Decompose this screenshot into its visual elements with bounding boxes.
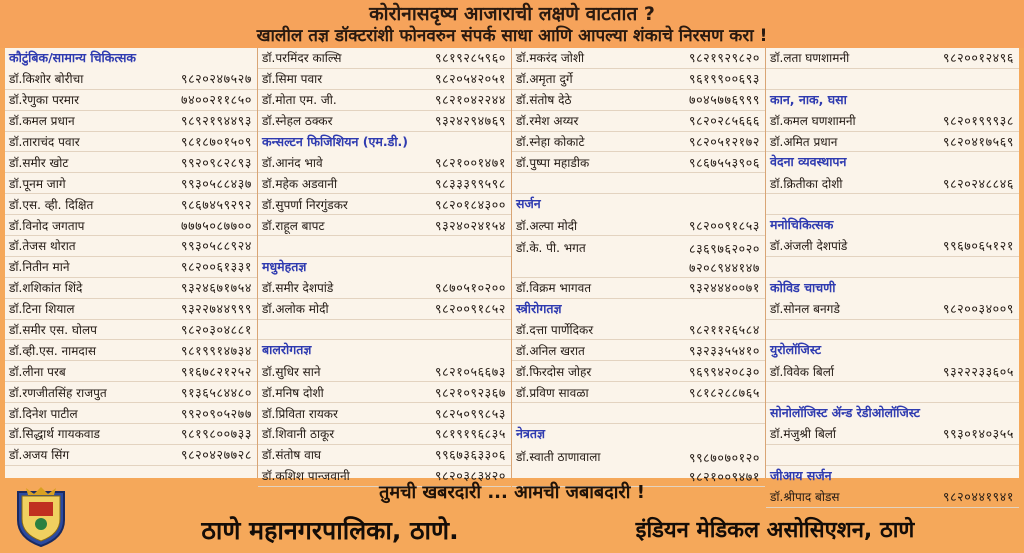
doctor-row: [258, 152, 511, 173]
doctor-phone: ९८२००३४००९: [942, 301, 1014, 317]
doctor-row: [512, 382, 765, 403]
doctor-phone: ९९३०१४०३५५: [942, 426, 1014, 442]
doctor-phone: ९३२२७४४९९९: [180, 301, 252, 317]
spacer: [766, 194, 1019, 215]
doctor-name: डॉ.सोनल बनगडे: [770, 302, 840, 317]
doctor-name: डॉ.व्ही.एस. नामदास: [9, 343, 97, 358]
doctor-row: [258, 361, 511, 382]
doctor-row: [512, 152, 765, 173]
column-2: [257, 48, 511, 484]
doctor-phone: ९८९२१९४४९३: [180, 113, 252, 129]
doctor-name: डॉ.आनंद भावे: [262, 155, 323, 170]
doctor-row: [258, 48, 511, 69]
doctor-name: डॉ.महेक अडवानी: [262, 176, 338, 191]
doctor-name: डॉ.विनोद जगताप: [9, 218, 85, 233]
doctor-phone: ९९२०९०५२७७: [180, 405, 252, 421]
doctor-name: डॉ.तेजस थोरात: [9, 239, 76, 254]
doctor-name: डॉ.सुधिर साने: [262, 364, 321, 379]
doctor-row: [512, 278, 765, 299]
doctor-row: [766, 48, 1019, 69]
doctor-row: [512, 132, 765, 153]
column-3: [511, 48, 765, 484]
section-title: वेदना व्यवस्थापन: [770, 154, 847, 170]
doctor-list: [512, 320, 765, 404]
doctor-phone: ९३२४४४००७१: [688, 280, 760, 296]
section-title: कान, नाक, घसा: [770, 91, 847, 107]
doctor-phone: ९९३०५८८९२४: [180, 238, 252, 254]
doctor-name: डॉ.रेणुका परमार: [9, 93, 79, 108]
doctor-name: डॉ.अमृता दुर्गे: [516, 72, 573, 87]
doctor-row: [5, 194, 257, 215]
doctor-phone: ९८२०४१७५६९: [942, 134, 1014, 149]
doctor-phone: ९३२४६७१७५४: [180, 280, 252, 296]
doctor-name: डॉ.सिद्धार्थ गायकवाड: [9, 427, 100, 442]
doctor-row: [766, 361, 1019, 382]
doctor-phone: ९८६७५५३९०६: [688, 154, 760, 170]
section-title: बालरोगतज्ञ: [262, 342, 312, 358]
doctor-phone: ९८२०४२७७२८: [180, 447, 252, 463]
doctor-list: [512, 48, 765, 173]
doctor-phone: ९८२०२४७५२७: [180, 71, 252, 87]
doctor-row: [5, 132, 257, 153]
footer-medical-association: इंडियन मेडिकल असोसिएशन, ठाणे: [635, 518, 915, 543]
doctor-row: [512, 215, 765, 236]
doctor-name: डॉ.समीर एस. घोलप: [9, 323, 97, 338]
doctor-list: [258, 278, 511, 320]
doctor-phone: ९८२१९२९८२०: [688, 50, 760, 66]
spacer: [766, 257, 1019, 278]
doctor-list: [766, 48, 1019, 69]
doctor-name: डॉ.पुष्पा महाडीक: [516, 155, 590, 170]
doctor-row: [258, 278, 511, 299]
column-family-physicians: [5, 48, 257, 478]
doctor-row: [5, 111, 257, 132]
doctor-name: डॉ.कशिश पान्जवानी: [262, 469, 350, 484]
doctor-row: [258, 403, 511, 424]
doctor-name: डॉ.मोता एम. जी.: [262, 93, 337, 108]
doctor-name: डॉ.के. पी. भगत: [516, 241, 586, 256]
doctor-row: [512, 236, 765, 278]
doctor-name: डॉ.फिरदोस जोहर: [516, 364, 592, 379]
doctor-name: डॉ.लीना परब: [9, 364, 66, 379]
doctor-row: [258, 90, 511, 111]
doctor-name: डॉ.प्रिविता रायकर: [262, 406, 338, 421]
doctor-name: डॉ.स्वाती ठाणावाला: [516, 449, 601, 464]
spacer: [766, 320, 1019, 341]
doctor-name: डॉ.क्रितीका दोशी: [770, 176, 843, 191]
doctor-phone: ७७७५०८७७००: [180, 217, 252, 233]
doctor-name: डॉ.प्रविण सावळा: [516, 385, 589, 400]
doctor-name: डॉ.संतोष वाघ: [262, 448, 322, 463]
doctor-phone: ९८२१०५६६७३: [434, 363, 506, 379]
doctor-name: डॉ.कमल प्रधान: [9, 114, 75, 129]
doctor-row: [512, 320, 765, 341]
doctor-phone: ९८२००६१३३१: [180, 259, 252, 275]
doctor-phone: ९८२५०९९८५३: [434, 405, 506, 421]
doctor-phone: ९८२००९१८५३: [688, 217, 760, 233]
phone-secondary: ७२०८९४४१४७: [688, 260, 760, 276]
phone-primary: ९९८७०७०१२०: [688, 449, 760, 465]
doctor-row: [5, 382, 257, 403]
doctor-list: [258, 48, 511, 132]
doctor-phone: ९८२१०४२२४४: [434, 92, 506, 108]
doctor-list: [258, 361, 511, 486]
doctor-phone: ९८२०४४१९४१: [942, 489, 1014, 505]
doctor-phone: ९८६७४५९२९२: [180, 196, 252, 212]
doctor-name: डॉ.मकरंद जोशी: [516, 51, 585, 66]
doctor-row: [5, 424, 257, 445]
doctor-row: [258, 299, 511, 320]
doctor-row: [5, 152, 257, 173]
doctor-row: [258, 382, 511, 403]
doctor-phone: ९८२०३८३४२०: [434, 468, 506, 484]
doctor-phone: ९८१९१९६८३५: [434, 426, 506, 442]
doctor-name: डॉ.लता घणशामनी: [770, 51, 850, 66]
doctor-name: डॉ.अजय सिंग: [9, 448, 70, 463]
doctor-name: डॉ.किशोर बोरीचा: [9, 72, 84, 87]
doctor-name: डॉ.टिना शियाल: [9, 302, 75, 317]
spacer: [512, 403, 765, 424]
doctor-row: [766, 111, 1019, 132]
doctor-row: [5, 445, 257, 466]
doctor-row: [258, 215, 511, 236]
doctor-name: डॉ.राहूल बापट: [262, 218, 325, 233]
doctor-name: डॉ.शशिकांत शिंदे: [9, 281, 83, 296]
doctor-name: डॉ.कमल घणशामनी: [770, 114, 856, 129]
doctor-name: डॉ.पूनम जागे: [9, 176, 66, 191]
doctor-row: [258, 69, 511, 90]
doctor-phone: ९८१९८००७३३: [180, 426, 252, 442]
doctor-row: [5, 299, 257, 320]
header-line-2: खालील तज्ञ डॉक्टरांशी फोनवरुन संपर्क साधा आणि आपल्या शंकाचे निरसण करा !: [256, 26, 768, 46]
doctor-phone: ९८२०१९९९३८: [942, 113, 1014, 129]
doctor-row: [5, 173, 257, 194]
doctor-phone: ९८२०५४२०५१: [434, 71, 506, 87]
doctor-name: डॉ.अंजली देशपांडे: [770, 239, 848, 254]
doctor-name: डॉ.ताराचंद पवार: [9, 135, 80, 149]
section-title: स्त्रीरोगतज्ञ: [516, 300, 562, 316]
doctor-name: डॉ.नितीन माने: [9, 260, 70, 275]
spacer: [258, 236, 511, 257]
column-4: [765, 48, 1019, 505]
doctor-phone: ९९३०५८८४३७: [180, 175, 252, 191]
section-title: कन्सल्टन फिजिशियन (एम.डी.): [262, 133, 409, 149]
doctor-row: [258, 445, 511, 466]
doctor-phone: ९३२३३५५४१०: [688, 342, 760, 358]
doctor-name: डॉ.दत्ता पार्णेदिकर: [516, 323, 594, 338]
doctor-row: [258, 194, 511, 215]
doctor-name: डॉ.शिवानी ठाकूर: [262, 427, 335, 442]
header-line-1: कोरोनासदृष्य आजाराची लक्षणे वाटतात ?: [369, 3, 655, 25]
doctor-phone: ९८२००९१८५२: [434, 301, 506, 317]
doctor-name: डॉ.दिनेश पाटील: [9, 406, 78, 421]
doctor-name: डॉ.संतोष देठे: [516, 93, 572, 108]
doctor-row: [766, 236, 1019, 257]
doctor-name: डॉ.सुपर्णा निरगुंडकर: [262, 197, 348, 212]
spacer: [512, 173, 765, 194]
doctor-phone: ९३२२२३३६०५: [942, 363, 1014, 379]
doctor-row: [512, 361, 765, 382]
doctor-row: [512, 90, 765, 111]
doctor-phone: ९८१८७०१५०९: [180, 134, 252, 149]
doctor-phone: ९८२००१२४९६: [942, 50, 1014, 66]
spacer: [766, 445, 1019, 466]
phone-primary: ८३६९७६२०२०: [688, 241, 760, 257]
doctor-row: [5, 361, 257, 382]
doctor-name: डॉ.समीर देशपांडे: [262, 281, 334, 296]
doctor-row: [5, 257, 257, 278]
doctor-list: [258, 152, 511, 236]
section-title: मधुमेहतज्ञ: [262, 258, 307, 274]
doctor-name: डॉ.रणजीतसिंह राजपुत: [9, 385, 107, 400]
doctor-phone: ९१६७८२१२५२: [180, 363, 252, 379]
doctor-row: [766, 299, 1019, 320]
doctor-row: [5, 215, 257, 236]
section-title: जीआय सर्जन: [770, 467, 832, 483]
tagline: तुमची खबरदारी ... आमची जबाबदारी !: [379, 482, 645, 503]
section-title: सर्जन: [516, 196, 541, 212]
doctor-name: डॉ.मंजुश्री बिर्ला: [770, 427, 837, 442]
section-title: नेत्रतज्ञ: [516, 426, 545, 442]
doctor-name: डॉ.मनिष दोशी: [262, 385, 324, 400]
doctor-name: डॉ.स्नेहा कोकाटे: [516, 135, 585, 149]
doctor-phone: ९३२४२९४७६९: [434, 113, 506, 129]
phone-secondary: ९८२१००९४७१: [688, 468, 760, 484]
doctor-row: [512, 48, 765, 69]
doctor-name: डॉ.परमिंदर काल्सि: [262, 51, 342, 66]
doctor-phone: ९८२०२८५६६६: [688, 113, 760, 129]
doctor-row: [258, 111, 511, 132]
doctor-phone: ७४००२११८५०: [180, 92, 252, 108]
doctor-row: [5, 236, 257, 257]
section-groups: [766, 90, 1019, 508]
doctor-list: [512, 215, 765, 299]
doctor-row: [5, 278, 257, 299]
doctor-phone: [689, 239, 760, 277]
doctor-phone: ९९२०९८२८९३: [180, 154, 252, 170]
doctor-phone: ९८२०३०४८८१: [180, 322, 252, 338]
doctor-phone: ९६९९४२०८३०: [688, 363, 760, 379]
doctor-name: डॉ.समीर खोट: [9, 155, 69, 170]
doctor-row: [512, 111, 765, 132]
doctor-name: डॉ.विवेक बिर्ला: [770, 364, 835, 379]
footer-municipal-corporation: ठाणे महानगरपालिका, ठाणे.: [201, 516, 459, 545]
doctor-phone: ९६१९९००६९३: [688, 71, 760, 87]
doctor-row: [766, 173, 1019, 194]
doctor-phone: ९८२०२४८८४६: [942, 175, 1014, 191]
doctor-phone: ९८३३३९९५९८: [434, 175, 506, 191]
spacer: [258, 320, 511, 341]
doctor-name: डॉ.विक्रम भागवत: [516, 281, 592, 296]
section-title: कोविड चाचणी: [770, 279, 836, 295]
doctor-row: [5, 90, 257, 111]
doctor-phone: ९८२१०९२३६७: [434, 384, 506, 400]
doctor-list: [5, 69, 257, 466]
doctor-name: डॉ.रमेश अय्यर: [516, 114, 579, 129]
doctor-row: [5, 320, 257, 341]
doctor-phone: ९१३६५८४४८०: [180, 384, 252, 400]
section-title: मनोचिकित्सक: [770, 217, 834, 233]
section-title: कौटुंबिक/सामान्य चिकित्सक: [9, 50, 137, 65]
doctor-phone: ९८२११२६५८४: [688, 322, 760, 338]
doctor-phone: ७०४५७७६९९९: [688, 92, 760, 108]
doctor-name: डॉ.सिमा पवार: [262, 72, 323, 87]
doctor-row: [258, 424, 511, 445]
doctor-row: [766, 132, 1019, 153]
footer: [0, 508, 1024, 553]
doctor-phone: ९८२०५१२१७२: [688, 134, 760, 149]
doctor-phone: ९८१९२८५९६०: [434, 50, 506, 66]
doctor-name: डॉ.अल्पा मोदी: [516, 218, 578, 233]
doctor-row: [512, 69, 765, 90]
doctor-name: डॉ.श्रीपाद बोडस: [770, 490, 840, 505]
section-title: युरोलॉजिस्ट: [770, 342, 821, 358]
doctor-row: [5, 403, 257, 424]
doctor-row: [766, 424, 1019, 445]
doctor-phone: ९८१८२८८७६५: [688, 384, 760, 400]
doctor-phone: ९९६७०६५१२१: [942, 238, 1014, 254]
doctor-phone: ९८१९९१४७३४: [180, 342, 252, 358]
doctor-row: [512, 340, 765, 361]
doctor-name: डॉ.स्नेहल ठक्कर: [262, 114, 333, 129]
doctor-row: [258, 173, 511, 194]
doctor-phone: ९८२१००१४७१: [434, 154, 506, 170]
page-header: [0, 0, 1024, 48]
doctor-name: डॉ.अनिल खरात: [516, 343, 585, 358]
doctor-phone: ९८२०१८४३००: [434, 196, 506, 212]
doctor-phone: ९८७०५१०२००: [434, 280, 506, 296]
doctor-name: डॉ.एस. व्ही. दिक्षित: [9, 197, 94, 212]
doctor-row: [5, 340, 257, 361]
doctor-phone: ९३२४०२४१५४: [434, 217, 506, 233]
spacer: [766, 382, 1019, 403]
doctor-row: [5, 69, 257, 90]
doctor-phone: ९९६७३६३३०६: [434, 447, 506, 463]
doctor-name: डॉ.अलोक मोदी: [262, 302, 329, 317]
section-title: सोनोलॉजिस्ट ॲन्ड रेडीओलॉजिस्ट: [770, 405, 920, 421]
spacer: [766, 69, 1019, 90]
doctor-name: डॉ.अमित प्रधान: [770, 135, 838, 149]
